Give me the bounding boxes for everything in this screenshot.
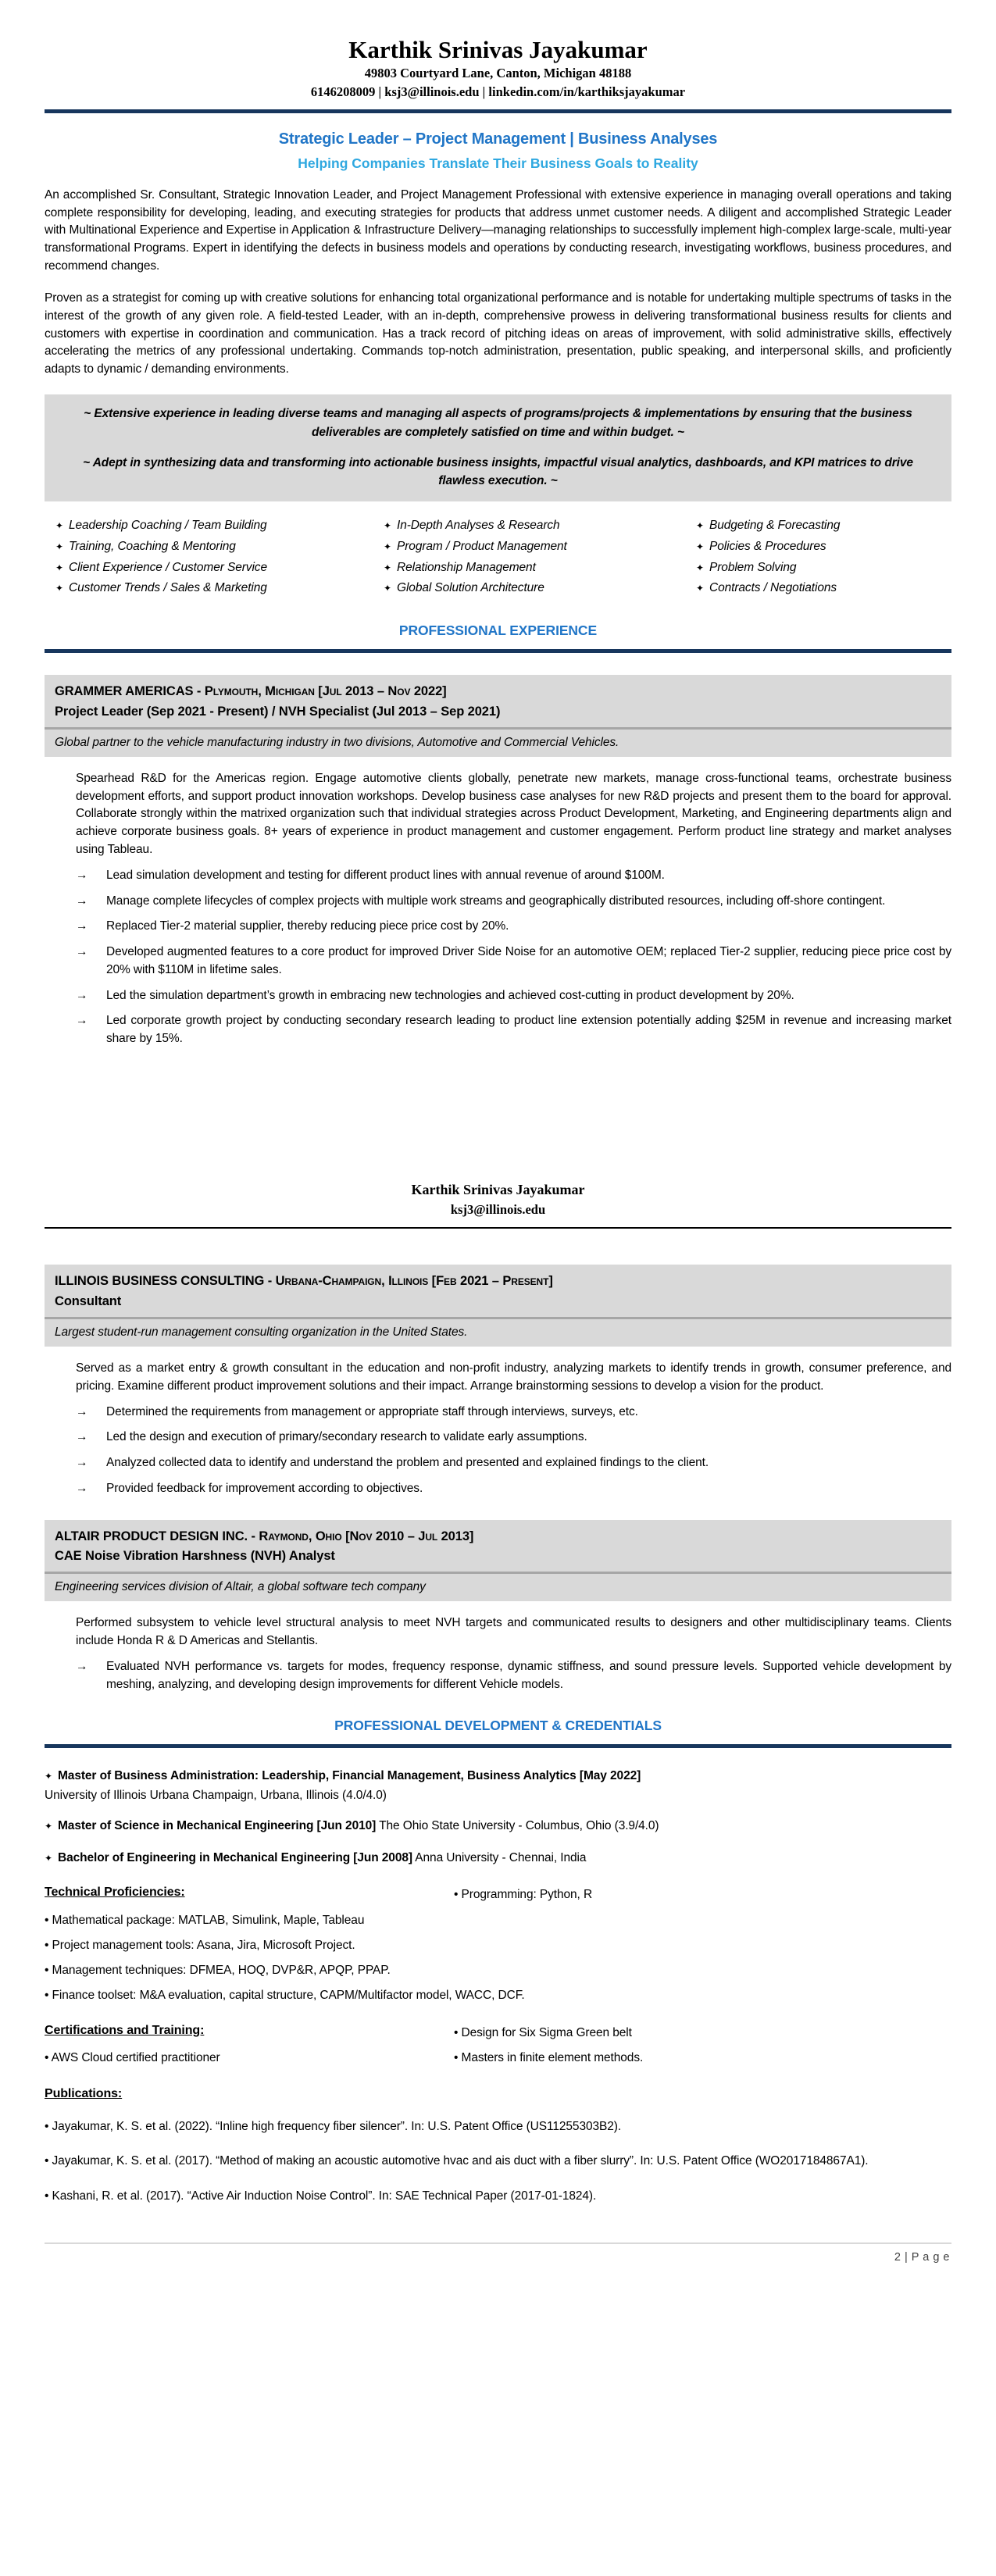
job-body-altair [45, 1614, 951, 1693]
address-line: 49803 Courtyard Lane, Canton, Michigan 48188 [364, 65, 632, 80]
page-number: 2 | P a g e [894, 2250, 950, 2264]
job-role-line: CAE Noise Vibration Harshness (NVH) Analyst [55, 1549, 335, 1564]
arrow-bullet-icon: → [76, 1456, 88, 1470]
diamond-icon: ✦ [384, 520, 391, 532]
job-company-line: ALTAIR PRODUCT DESIGN INC. - Raymond, Ohio [Nov 2010 – Jul 2013] [55, 1529, 474, 1543]
diamond-icon: ✦ [384, 541, 391, 553]
publication-item: • Jayakumar, K. S. et al. (2022). “Inline high frequency fiber silencer”. In: U.S. Patent Office (US11255303B2). [45, 2120, 622, 2134]
skill-item: ✦ Training, Coaching & Mentoring [55, 537, 384, 558]
education-degree: Master of Business Administration: Leadership, Financial Management, Business Analytics [May 2022] [58, 1768, 641, 1782]
job-tagline: Largest student-run management consulting organization in the United States. [55, 1325, 468, 1339]
education-school: Anna University - Chennai, India [412, 1851, 587, 1865]
job-header-altair [45, 1520, 951, 1602]
job-company-line: GRAMMER AMERICAS - Plymouth, Michigan [Jul 2013 – Nov 2022] [55, 684, 447, 699]
bullet-item: → Developed augmented features to a core product for improved Driver Side Noise for an automotive OEM; replaced Tier-2 supplier, reducing piece price cost by 20% with $110M in lifetime sales. [76, 944, 951, 979]
skill-item: ✦ In-Depth Analyses & Research [384, 516, 696, 537]
arrow-bullet-icon: → [76, 1481, 88, 1495]
summary-paragraph-1: An accomplished Sr. Consultant, Strategic Innovation Leader, and Project Management Professional with extensive experience in managing overall operations and taking complete responsibility for developing, leading, and executing strategies for products that address unmet customer needs. A diligent and accomplished Strategic Leader with Multinational Experience and Expertise in Application & Infrastructure Delivery—managing relationships to successfully implement high-complex large-scale, multi-year transformational Programs. Expert in identifying the defects in business models and operations by conducting research, investigating workflows, business procedures, and recommend changes. [45, 188, 951, 273]
header-rule [45, 109, 951, 113]
skill-item: ✦ Leadership Coaching / Team Building [55, 516, 384, 537]
cert-item: • Design for Six Sigma Green belt [454, 2025, 632, 2039]
publication-item: • Kashani, R. et al. (2017). “Active Air Induction Noise Control”. In: SAE Technical Paper (2017-01-1824). [45, 2189, 597, 2203]
skills-column-1 [55, 516, 384, 599]
arrow-bullet-icon: → [76, 945, 88, 959]
job-summary: Served as a market entry & growth consultant in the education and non-profit industry, analyzing markets to identify trends in growth, consumer preference, and pricing. Examine different product improvement solutions and their impact. Arrange brainstorming sessions to develop a vision for the product. [76, 1361, 951, 1393]
certifications-heading: Certifications and Training: [45, 2023, 205, 2037]
diamond-icon: ✦ [384, 562, 391, 573]
tech-item: • Project management tools: Asana, Jira, Microsoft Project. [45, 1938, 355, 1952]
bullet-item: → Analyzed collected data to identify and understand the problem and presented and explained findings to the client. [76, 1454, 951, 1472]
skills-column-3 [696, 516, 951, 599]
skill-item: ✦ Client Experience / Customer Service [55, 558, 384, 579]
job-summary: Spearhead R&D for the Americas region. Engage automotive clients globally, penetrate new markets, manage cross-functional teams, orchestrate business development efforts, and support product innovation workshops. Develop business case analyses for new R&D projects and present them to the board for approval. Collaborate strongly within the matrixed organization such that individual strategies across Product Development, Marketing, and Engineering departments align and achieve corporate business goals. 8+ years of experience in product management and customer engagement. Perform product line strategy and market analyses using Tableau. [76, 771, 951, 856]
footer-rule [45, 2242, 951, 2244]
diamond-icon: ✦ [45, 1820, 52, 1832]
summary-paragraph-2: Proven as a strategist for coming up with creative solutions for enhancing total organizational performance and is notable for undertaking multiple spectrums of tasks in the interest of the growth of any given role. A field-tested Leader, with an in-depth, comprehensive prowess in delivering transformational business results for clients and customers with expertise in coordination and communication. Has a track record of pitching ideas on areas of improvement, with solid administrative skills, effectively accelerating the metrics of any professional undertaking. Commands top-notch administration, presentation, public speaking, and interpersonal skills, and proficiently adapts to dynamic / demanding environments. [45, 291, 951, 376]
page2-email: ksj3@illinois.edu [450, 1202, 546, 1218]
diamond-icon: ✦ [696, 520, 704, 532]
skill-item: ✦ Policies & Procedures [696, 537, 951, 558]
diamond-icon: ✦ [384, 583, 391, 594]
experience-rule [45, 649, 951, 653]
job-bullet-list [76, 1404, 951, 1498]
skill-item: ✦ Customer Trends / Sales & Marketing [55, 578, 384, 599]
arrow-bullet-icon: → [76, 1660, 88, 1674]
contact-line: 6146208009 | ksj3@illinois.edu | linkedin.com/in/karthiksjayakumar [310, 84, 686, 100]
section-heading-experience: PROFESSIONAL EXPERIENCE [398, 623, 598, 639]
arrow-bullet-icon: → [76, 1430, 88, 1444]
arrow-bullet-icon: → [76, 988, 88, 1002]
education-item-be [45, 1849, 951, 1867]
bullet-item: → Provided feedback for improvement according to objectives. [76, 1480, 951, 1498]
publication-item: • Jayakumar, K. S. et al. (2017). “Method of making an acoustic automotive hvac and ais duct with a fiber slurry”. In: U.S. Patent Office (WO2017184867A1). [45, 2154, 869, 2168]
diamond-icon: ✦ [55, 562, 63, 573]
technical-proficiencies-row [45, 1886, 951, 1903]
tech-item: • Management techniques: DFMEA, HOQ, DVP&R, APQP, PPAP. [45, 1964, 391, 1978]
page-break-gap [45, 1048, 951, 1179]
skills-column-2 [384, 516, 696, 599]
bullet-item: → Led the simulation department’s growth in embracing new technologies and achieved cost-cutting in product development by 20%. [76, 987, 951, 1005]
job-tagline: Global partner to the vehicle manufacturing industry in two divisions, Automotive and Commercial Vehicles. [55, 735, 619, 749]
development-rule [45, 1744, 951, 1748]
cert-item: • Masters in finite element methods. [454, 2050, 644, 2064]
job-body-ibc [45, 1360, 951, 1498]
bullet-item: → Evaluated NVH performance vs. targets for modes, frequency response, dynamic stiffness, and sound pressure levels. Supported vehicle development by meshing, analyzing, and developing design improvements for different Vehicle models. [76, 1658, 951, 1694]
diamond-icon: ✦ [45, 1770, 52, 1782]
skills-grid [45, 516, 951, 599]
job-company-line: ILLINOIS BUSINESS CONSULTING - Urbana-Champaign, Illinois [Feb 2021 – Present] [55, 1274, 553, 1289]
skill-item: ✦ Program / Product Management [384, 537, 696, 558]
diamond-icon: ✦ [55, 583, 63, 594]
certifications-row-1 [45, 2024, 951, 2042]
arrow-bullet-icon: → [76, 1404, 88, 1418]
skill-item: ✦ Problem Solving [696, 558, 951, 579]
arrow-bullet-icon: → [76, 868, 88, 882]
education-item-mba [45, 1767, 951, 1785]
job-header-grammer [45, 675, 951, 757]
arrow-bullet-icon: → [76, 894, 88, 908]
job-bullet-list [76, 867, 951, 1048]
section-heading-development: PROFESSIONAL DEVELOPMENT & CREDENTIALS [334, 1717, 662, 1733]
diamond-icon: ✦ [55, 541, 63, 553]
skill-item: ✦ Contracts / Negotiations [696, 578, 951, 599]
education-item-ms [45, 1817, 951, 1835]
skill-item: ✦ Global Solution Architecture [384, 578, 696, 599]
diamond-icon: ✦ [696, 583, 704, 594]
diamond-icon: ✦ [696, 541, 704, 553]
job-bullet-list [76, 1658, 951, 1694]
candidate-name: Karthik Srinivas Jayakumar [348, 36, 648, 63]
skill-item: ✦ Budgeting & Forecasting [696, 516, 951, 537]
bullet-item: → Led corporate growth project by conducting secondary research leading to product line extension potentially adding $25M in revenue and increasing market share by 15%. [76, 1012, 951, 1048]
arrow-bullet-icon: → [76, 1014, 88, 1028]
resume-title: Strategic Leader – Project Management | Business Analyses [278, 130, 718, 148]
arrow-bullet-icon: → [76, 919, 88, 933]
job-role-line: Project Leader (Sep 2021 - Present) / NVH Specialist (Jul 2013 – Sep 2021) [55, 704, 501, 719]
tech-item: • Finance toolset: M&A evaluation, capital structure, CAPM/Multifactor model, WACC, DCF. [45, 1989, 525, 2003]
job-header-ibc [45, 1265, 951, 1347]
bullet-item: → Manage complete lifecycles of complex projects with multiple work streams and geographically distributed resources, including off-shore contingent. [76, 893, 951, 911]
cert-item: • AWS Cloud certified practitioner [45, 2050, 220, 2064]
job-body-grammer [45, 770, 951, 1048]
job-tagline: Engineering services division of Altair, a global software tech company [55, 1580, 426, 1594]
job-role-line: Consultant [55, 1293, 122, 1308]
bullet-item: → Lead simulation development and testing for different product lines with annual revenue of around $100M. [76, 867, 951, 885]
bullet-item: → Replaced Tier-2 material supplier, thereby reducing piece price cost by 20%. [76, 918, 951, 936]
bullet-item: → Led the design and execution of primary/secondary research to validate early assumptions. [76, 1429, 951, 1447]
education-school: The Ohio State University - Columbus, Ohio (3.9/4.0) [376, 1818, 659, 1832]
tech-item: • Mathematical package: MATLAB, Simulink, Maple, Tableau [45, 1913, 365, 1927]
technical-proficiencies-heading: Technical Proficiencies: [45, 1886, 185, 1900]
diamond-icon: ✦ [696, 562, 704, 573]
education-degree: Master of Science in Mechanical Engineering [Jun 2010] [58, 1818, 377, 1832]
diamond-icon: ✦ [55, 520, 63, 532]
resume-subtitle: Helping Companies Translate Their Business Goals to Reality [298, 155, 698, 172]
job-summary: Performed subsystem to vehicle level structural analysis to meet NVH targets and communicated results to designers and other multidisciplinary teams. Clients include Honda R & D Americas and Stellantis. [76, 1616, 951, 1648]
education-degree: Bachelor of Engineering in Mechanical Engineering [Jun 2008] [58, 1851, 412, 1865]
highlight-item: ~ Adept in synthesizing data and transforming into actionable business insights, impactful visual analytics, dashboards, and KPI matrices to drive flawless execution. ~ [83, 455, 913, 488]
tech-item-programming: • Programming: Python, R [454, 1888, 593, 1902]
publications-heading: Publications: [45, 2087, 123, 2101]
diamond-icon: ✦ [45, 1853, 52, 1864]
bullet-item: → Determined the requirements from management or appropriate staff through interviews, surveys, etc. [76, 1404, 951, 1422]
certifications-row-2 [45, 2049, 951, 2067]
education-sub-mba: University of Illinois Urbana Champaign, Urbana, Illinois (4.0/4.0) [45, 1788, 387, 1802]
highlight-item: ~ Extensive experience in leading diverse teams and managing all aspects of programs/projects & implementations by ensuring that the business deliverables are completely satisfied on time and within budget. ~ [84, 407, 912, 439]
page2-gap [45, 1229, 951, 1243]
skill-item: ✦ Relationship Management [384, 558, 696, 579]
page2-name: Karthik Srinivas Jayakumar [411, 1182, 585, 1198]
highlights-box [45, 394, 951, 501]
